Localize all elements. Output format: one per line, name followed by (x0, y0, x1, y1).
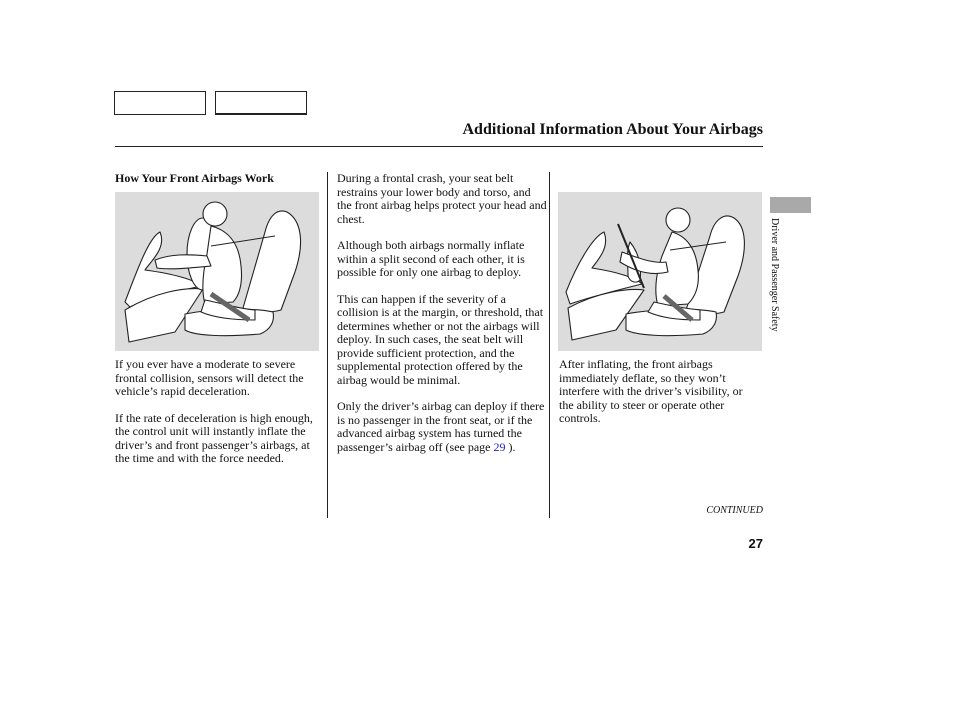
column-2-text (337, 172, 547, 467)
deflated-airbag-illustration (558, 192, 762, 351)
paragraph-with-page-link (337, 400, 547, 454)
page-title: Additional Information About Your Airbags (462, 121, 763, 138)
nav-box-next[interactable] (215, 91, 307, 115)
paragraph: During a frontal crash, your seat belt restrains your lower body and torso, and the front airbag helps protect your head and chest. (337, 171, 547, 226)
paragraph: After inflating, the front airbags immediately deflate, so they won’t interfere with the driver’s visibility, or the ability to steer or operate other controls. (559, 357, 743, 425)
header-rule (115, 146, 763, 147)
paragraph-text: ). (505, 439, 516, 454)
section-label: Driver and Passenger Safety (769, 218, 780, 332)
page-reference-link[interactable]: 29 (493, 439, 506, 454)
continued-label: CONTINUED (706, 505, 763, 516)
deflated-airbag-drawing (558, 192, 762, 351)
paragraph: This can happen if the severity of a collision is at the margin, or threshold, that determines whether or not the airbags will deploy. In such cases, the seat belt will provide sufficient protection, and the supplemental protection offered by the airbag would be minimal. (337, 291, 544, 387)
paragraph-text: Only the driver’s airbag can deploy if there is no passenger in the front seat, or if the advanced airbag system has turned the passenger’s airbag off (see page (337, 399, 545, 454)
paragraph: Although both airbags normally inflate within a split second of each other, it is possible for only one airbag to deploy. (337, 238, 525, 279)
paragraph: If you ever have a moderate to severe frontal collision, sensors will detect the vehicle’s rapid deceleration. (115, 357, 304, 398)
nav-box-previous[interactable] (114, 91, 206, 115)
driver-airbag-drawing (115, 192, 319, 351)
column-divider (327, 172, 328, 518)
paragraph: If the rate of deceleration is high enough, the control unit will instantly inflate the driver’s and front passenger’s airbags, at the time and with the force needed. (115, 410, 313, 465)
column-divider (549, 172, 550, 518)
column-1-heading-block (115, 172, 325, 186)
column-3-text (559, 358, 759, 439)
driver-airbag-illustration (115, 192, 319, 351)
page-number: 27 (748, 536, 763, 551)
section-heading: How Your Front Airbags Work (115, 171, 274, 185)
column-1-text (115, 358, 325, 479)
section-tab[interactable] (770, 197, 811, 213)
